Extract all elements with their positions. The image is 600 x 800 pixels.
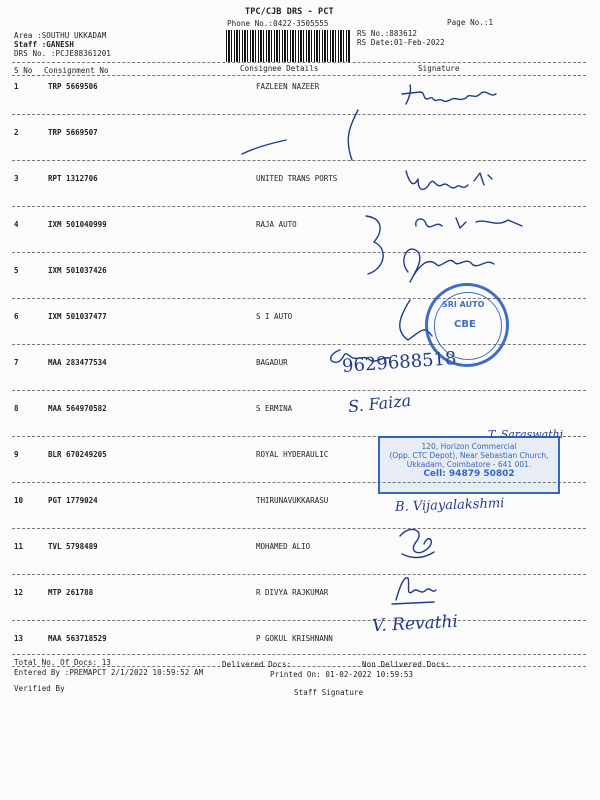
row-consignment-no: MAA 564970582 — [48, 404, 107, 413]
col-consignment: Consignment No — [44, 66, 109, 75]
rs-number: RS No.:883612 — [357, 29, 417, 38]
signature-8: S. Faiza — [347, 390, 413, 417]
staff-label: Staff :GANESH — [14, 40, 74, 49]
signature-13: V. Revathi — [371, 611, 459, 637]
row-consignee: MOHAMED ALIO — [256, 542, 311, 551]
phone-number: Phone No.:0422-3505555 — [227, 19, 329, 28]
row-consignment-no: RPT 1312706 — [48, 174, 98, 183]
col-signature: Signature — [418, 64, 460, 73]
row-divider — [12, 206, 586, 207]
entered-by: Entered By :PREMAPCT 2/1/2022 10:59:52 AM — [14, 668, 204, 677]
row-consignee: RAJA AUTO — [256, 220, 297, 229]
page-number: Page No.:1 — [447, 18, 494, 27]
row-consignee: P GOKUL KRISHNANN — [256, 634, 333, 643]
area-label: Area :SOUTHU UKKADAM — [14, 31, 107, 40]
row-consignment-no: BLR 670249205 — [48, 450, 107, 459]
row-consignment-no: TRP 5669507 — [48, 128, 98, 137]
phone-handwriting: 9629688518 — [341, 348, 458, 377]
row-consignment-no: IXM 501037426 — [48, 266, 107, 275]
row-consignee: UNITED TRANS PORTS — [256, 174, 338, 183]
row-consignee: S ERMINA — [256, 404, 293, 413]
row-sno: 13 — [14, 634, 24, 643]
row-consignment-no: MAA 563718529 — [48, 634, 107, 643]
header-divider-top — [12, 62, 586, 63]
signature-4-5 — [396, 212, 536, 292]
document-title: TPC/CJB DRS - PCT — [245, 7, 334, 17]
row-sno: 6 — [14, 312, 19, 321]
row-consignee: R DIVYA RAJKUMAR — [256, 588, 329, 597]
header-divider-bottom — [12, 75, 586, 76]
address-stamp-line1: 120, Horizon Commercial — [421, 442, 517, 451]
row-consignment-no: PGT 1779024 — [48, 496, 98, 505]
address-stamp-line2: (Opp. CTC Depot), Near Sebastian Church, — [389, 451, 549, 460]
row-consignee: BAGADUR — [256, 358, 288, 367]
round-stamp — [425, 283, 509, 367]
row-consignment-no: MTP 261788 — [48, 588, 94, 597]
address-stamp — [378, 436, 560, 494]
row-consignee: THIRUNAVUKKARASU — [256, 496, 329, 505]
row-sno: 2 — [14, 128, 19, 137]
row-sno: 11 — [14, 542, 24, 551]
drs-number: DRS No. :PCJE88361201 — [14, 49, 111, 58]
row-sno: 12 — [14, 588, 24, 597]
round-stamp-top: SRI AUTO — [442, 300, 485, 309]
printed-on: Printed On: 01-02-2022 10:59:53 — [270, 670, 414, 679]
row-sno: 1 — [14, 82, 19, 91]
row-sno: 9 — [14, 450, 19, 459]
row-consignment-no: MAA 283477534 — [48, 358, 107, 367]
non-delivered-docs: Non Delivered Docs: — [362, 660, 450, 669]
col-sno: S No — [14, 66, 33, 75]
signature-1 — [400, 80, 510, 110]
row-consignee: FAZLEEN NAZEER — [256, 82, 320, 91]
total-docs: Total No. Of Docs: 13 — [14, 658, 111, 667]
signature-12 — [390, 570, 440, 610]
row-sno: 10 — [14, 496, 24, 505]
row-consignment-no: TRP 5669506 — [48, 82, 98, 91]
delivered-docs: Delivered Docs: — [222, 660, 292, 669]
col-consignee: Consignee Details — [240, 64, 319, 73]
row-sno: 4 — [14, 220, 19, 229]
signature-10: B. Vijayalakshmi — [394, 496, 505, 515]
barcode — [226, 30, 350, 62]
pen-stroke-2b — [240, 138, 290, 158]
pen-bracket — [362, 212, 392, 282]
staff-signature: Staff Signature — [294, 688, 364, 697]
round-stamp-center: CBE — [454, 319, 476, 330]
row-sno: 3 — [14, 174, 19, 183]
footer-divider — [12, 654, 586, 655]
rs-date: RS Date:01-Feb-2022 — [357, 38, 445, 47]
row-consignment-no: TVL 5798489 — [48, 542, 98, 551]
row-divider — [12, 114, 586, 115]
row-divider — [12, 160, 586, 161]
row-consignment-no: IXM 501037477 — [48, 312, 107, 321]
row-sno: 7 — [14, 358, 19, 367]
row-divider — [12, 620, 586, 621]
row-divider — [12, 528, 586, 529]
row-divider — [12, 390, 586, 391]
row-divider — [12, 574, 586, 575]
row-sno: 8 — [14, 404, 19, 413]
pen-stroke-2 — [330, 108, 370, 163]
verified-by: Verified By — [14, 684, 65, 693]
signature-3 — [400, 165, 500, 195]
signature-11 — [390, 522, 440, 567]
row-consignee: ROYAL HYDERAULIC — [256, 450, 329, 459]
row-consignee: S I AUTO — [256, 312, 293, 321]
row-consignment-no: IXM 501040999 — [48, 220, 107, 229]
signature-9: T. Saraswathi — [488, 428, 564, 441]
address-stamp-line4: Cell: 94879 50802 — [423, 469, 515, 479]
row-sno: 5 — [14, 266, 19, 275]
address-stamp-line3: Ukkadam, Coimbatore - 641 001. — [406, 460, 532, 469]
